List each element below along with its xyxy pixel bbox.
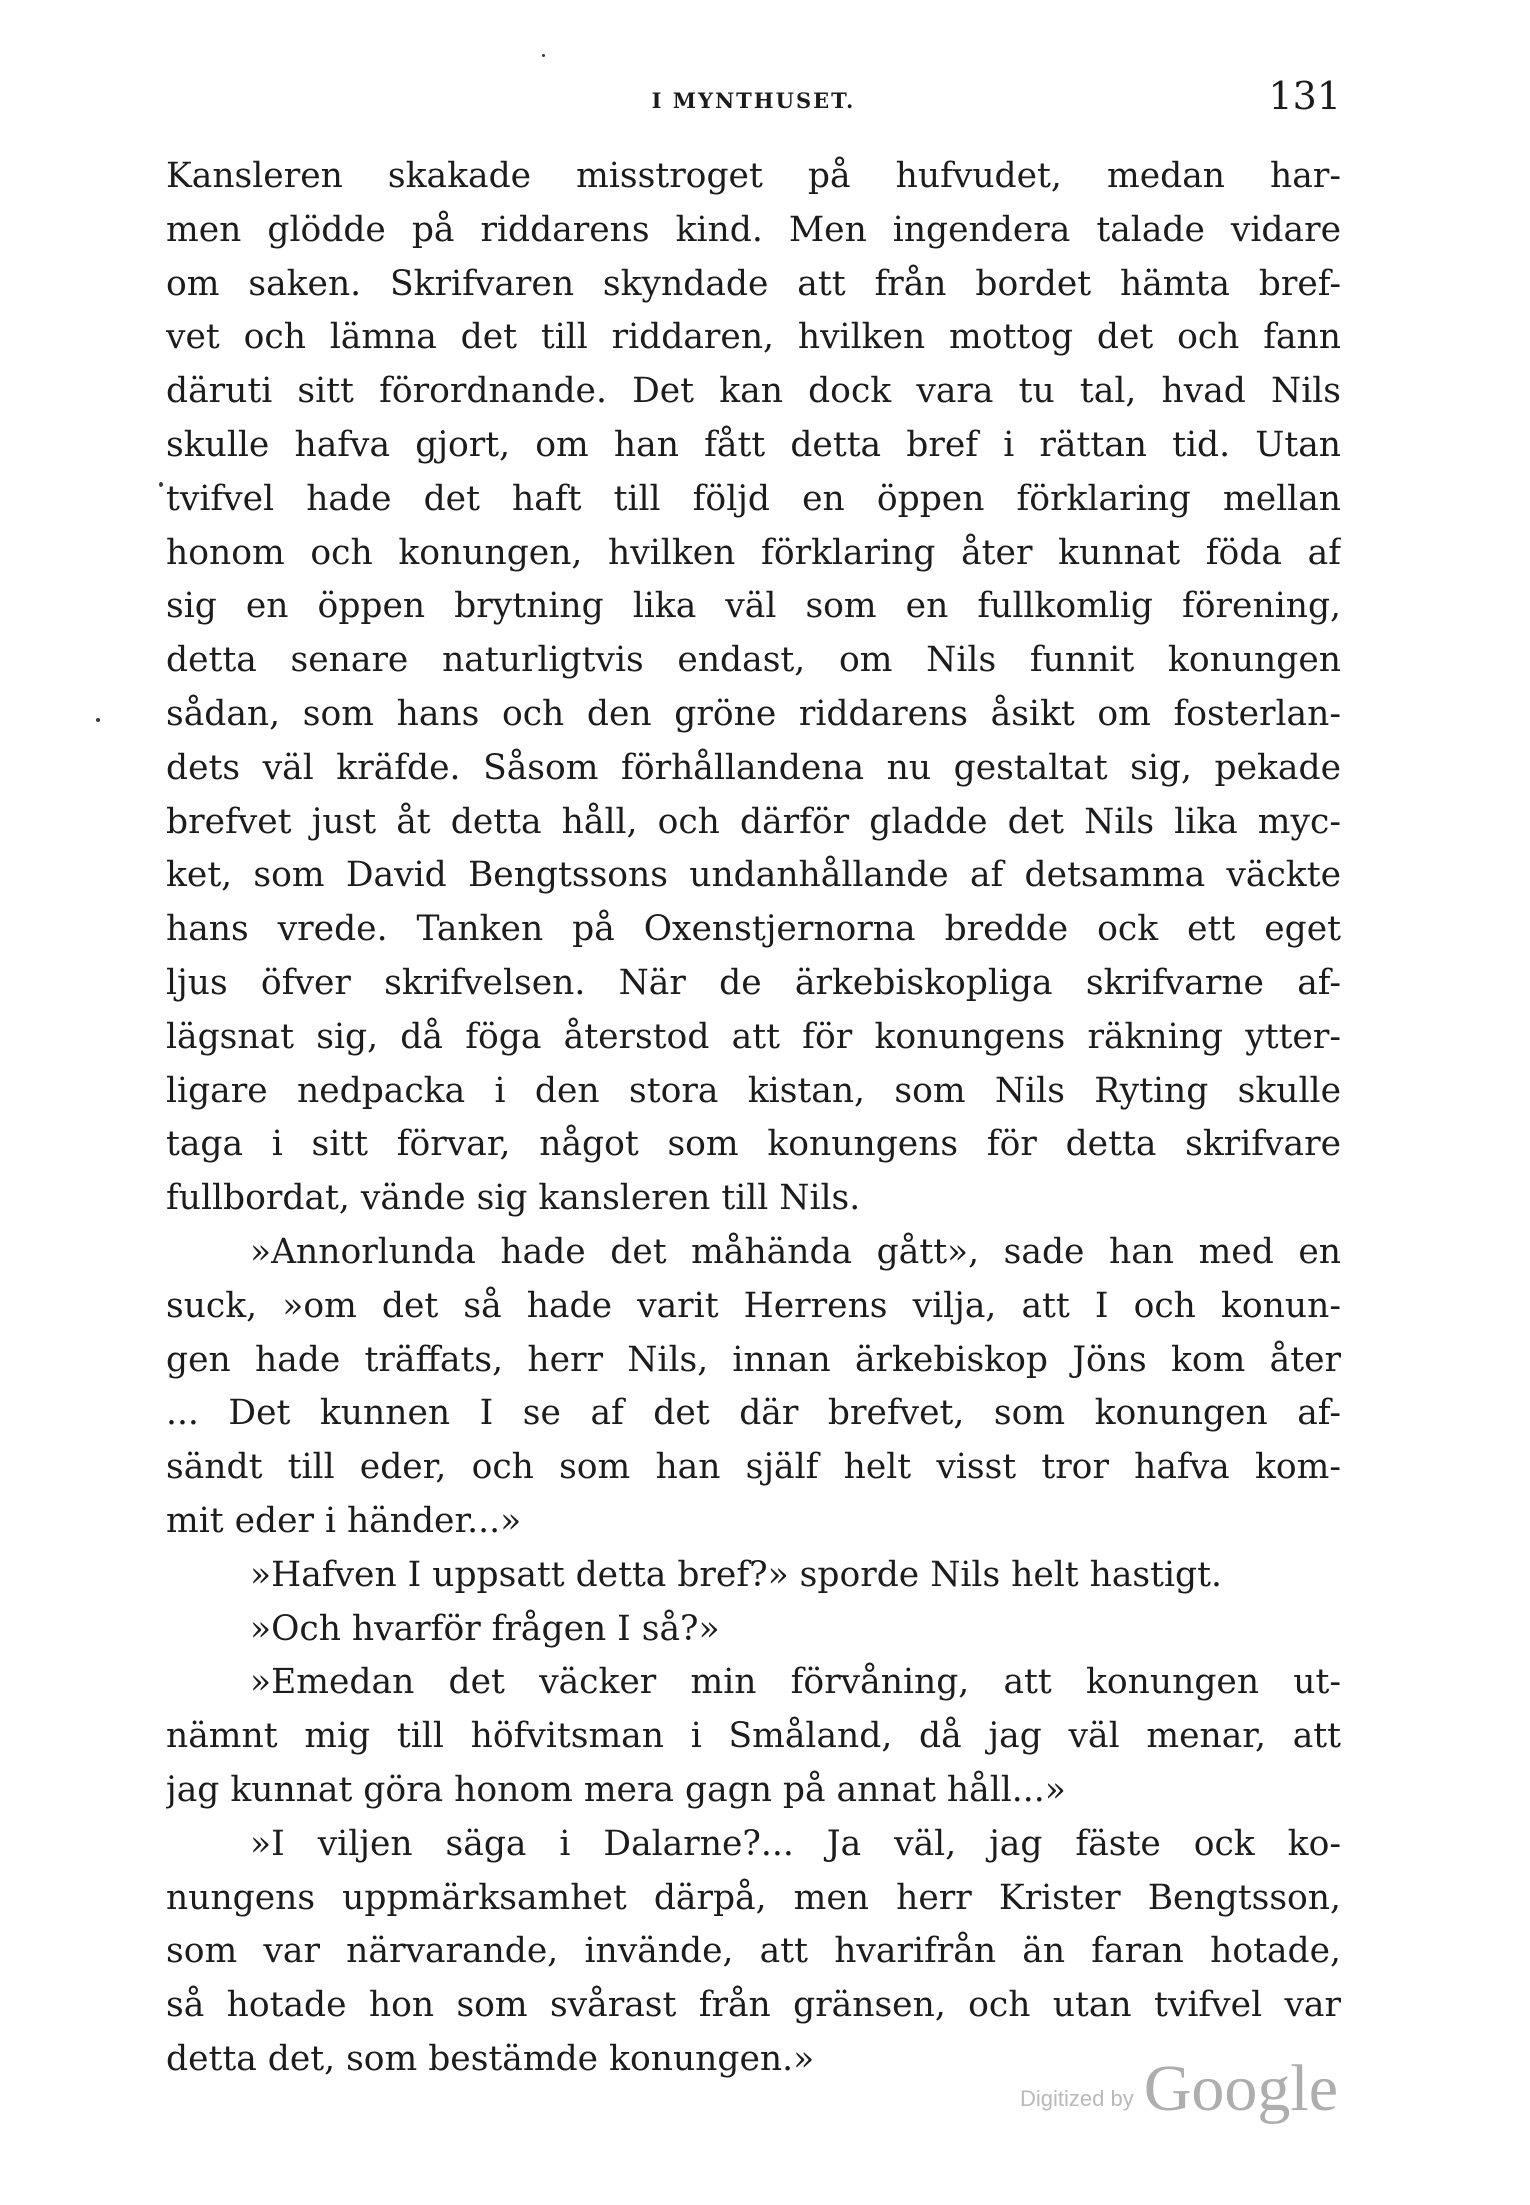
text-line: dets väl kräfde. Såsom förhållandena nu gestaltat sig, pekade bbox=[166, 747, 1341, 788]
text-line: nämnt mig till höfvitsman i Småland, då jag väl menar, att bbox=[166, 1716, 1341, 1757]
text-line: lägsnat sig, då föga återstod att för konungens räkning ytter- bbox=[166, 1016, 1341, 1057]
print-speck bbox=[159, 482, 163, 487]
text-line: som var närvarande, invände, att hvarifrån än faran hotade, bbox=[166, 1931, 1341, 1972]
text-line: tvifvel hade det haft till följd en öppen förklaring mellan bbox=[166, 478, 1341, 519]
running-title: I MYNTHUSET. bbox=[651, 88, 856, 113]
text-line: honom och konungen, hvilken förklaring åter kunnat föda af bbox=[166, 532, 1341, 573]
text-line: »Och hvarför frågen I så?» bbox=[250, 1608, 720, 1649]
print-speck bbox=[542, 54, 545, 57]
text-line: Kansleren skakade misstroget på hufvudet, medan har- bbox=[166, 156, 1341, 196]
text-line: ligare nedpacka i den stora kistan, som Nils Ryting skulle bbox=[166, 1070, 1341, 1111]
text-line: men glödde på riddarens kind. Men ingendera talade vidare bbox=[166, 209, 1341, 250]
text-line: gen hade träffats, herr Nils, innan ärkebiskop Jöns kom åter bbox=[166, 1339, 1341, 1380]
text-line: så hotade hon som svårast från gränsen, och utan tvifvel var bbox=[166, 1985, 1341, 2026]
text-line: sig en öppen brytning lika väl som en fullkomlig förening, bbox=[166, 586, 1341, 627]
text-line: suck, »om det så hade varit Herrens vilja, att I och konun- bbox=[166, 1285, 1341, 1326]
text-line: jag kunnat göra honom mera gagn på annat håll...» bbox=[166, 1769, 1066, 1810]
page-header bbox=[166, 70, 1341, 130]
text-line: fullbordat, vände sig kansleren till Nils. bbox=[166, 1178, 861, 1219]
text-line: »Annorlunda hade det måhända gått», sade han med en bbox=[250, 1231, 1341, 1272]
text-line: ket, som David Bengtssons undanhållande af detsamma väckte bbox=[166, 855, 1341, 896]
text-line: detta det, som bestämde konungen.» bbox=[166, 2038, 815, 2079]
text-line: sådan, som hans och den gröne riddarens åsikt om fosterlan- bbox=[166, 693, 1341, 734]
watermark-prefix: Digitized by bbox=[1020, 2086, 1134, 2111]
watermark-brand-logo: Google bbox=[1143, 2052, 1339, 2125]
text-line: taga i sitt förvar, något som konungens för detta skrifvare bbox=[166, 1124, 1341, 1165]
text-line: »Hafven I uppsatt detta bref?» sporde Nils helt hastigt. bbox=[250, 1554, 1222, 1595]
text-line: däruti sitt förordnande. Det kan dock vara tu tal, hvad Nils bbox=[166, 371, 1341, 412]
text-line: skulle hafva gjort, om han fått detta bref i rättan tid. Utan bbox=[166, 424, 1341, 465]
page-number: 131 bbox=[1268, 74, 1341, 118]
text-line: om saken. Skrifvaren skyndade att från bordet hämta bref- bbox=[166, 263, 1341, 304]
text-line: vet och lämna det till riddaren, hvilken mottog det och fann bbox=[166, 317, 1341, 358]
body-text bbox=[166, 150, 1341, 2087]
text-line: detta senare naturligtvis endast, om Nils funnit konungen bbox=[166, 640, 1341, 681]
text-line: ljus öfver skrifvelsen. När de ärkebiskopliga skrifvarne af- bbox=[166, 962, 1341, 1003]
text-line: brefvet just åt detta håll, och därför gladde det Nils lika myc- bbox=[166, 801, 1341, 842]
text-line: hans vrede. Tanken på Oxenstjernorna bredde ock ett eget bbox=[166, 909, 1341, 950]
text-line: »Emedan det väcker min förvåning, att konungen ut- bbox=[250, 1662, 1341, 1703]
digitized-watermark bbox=[1020, 2042, 1339, 2125]
text-line: nungens uppmärksamhet därpå, men herr Krister Bengtsson, bbox=[166, 1877, 1341, 1918]
text-line: »I viljen säga i Dalarne?... Ja väl, jag fäste ock ko- bbox=[250, 1823, 1341, 1864]
text-line: ... Det kunnen I se af det där brefvet, som konungen af- bbox=[166, 1393, 1341, 1434]
text-line: mit eder i händer...» bbox=[166, 1500, 522, 1541]
print-speck bbox=[96, 718, 100, 722]
text-line: sändt till eder, och som han själf helt visst tror hafva kom- bbox=[166, 1447, 1341, 1488]
